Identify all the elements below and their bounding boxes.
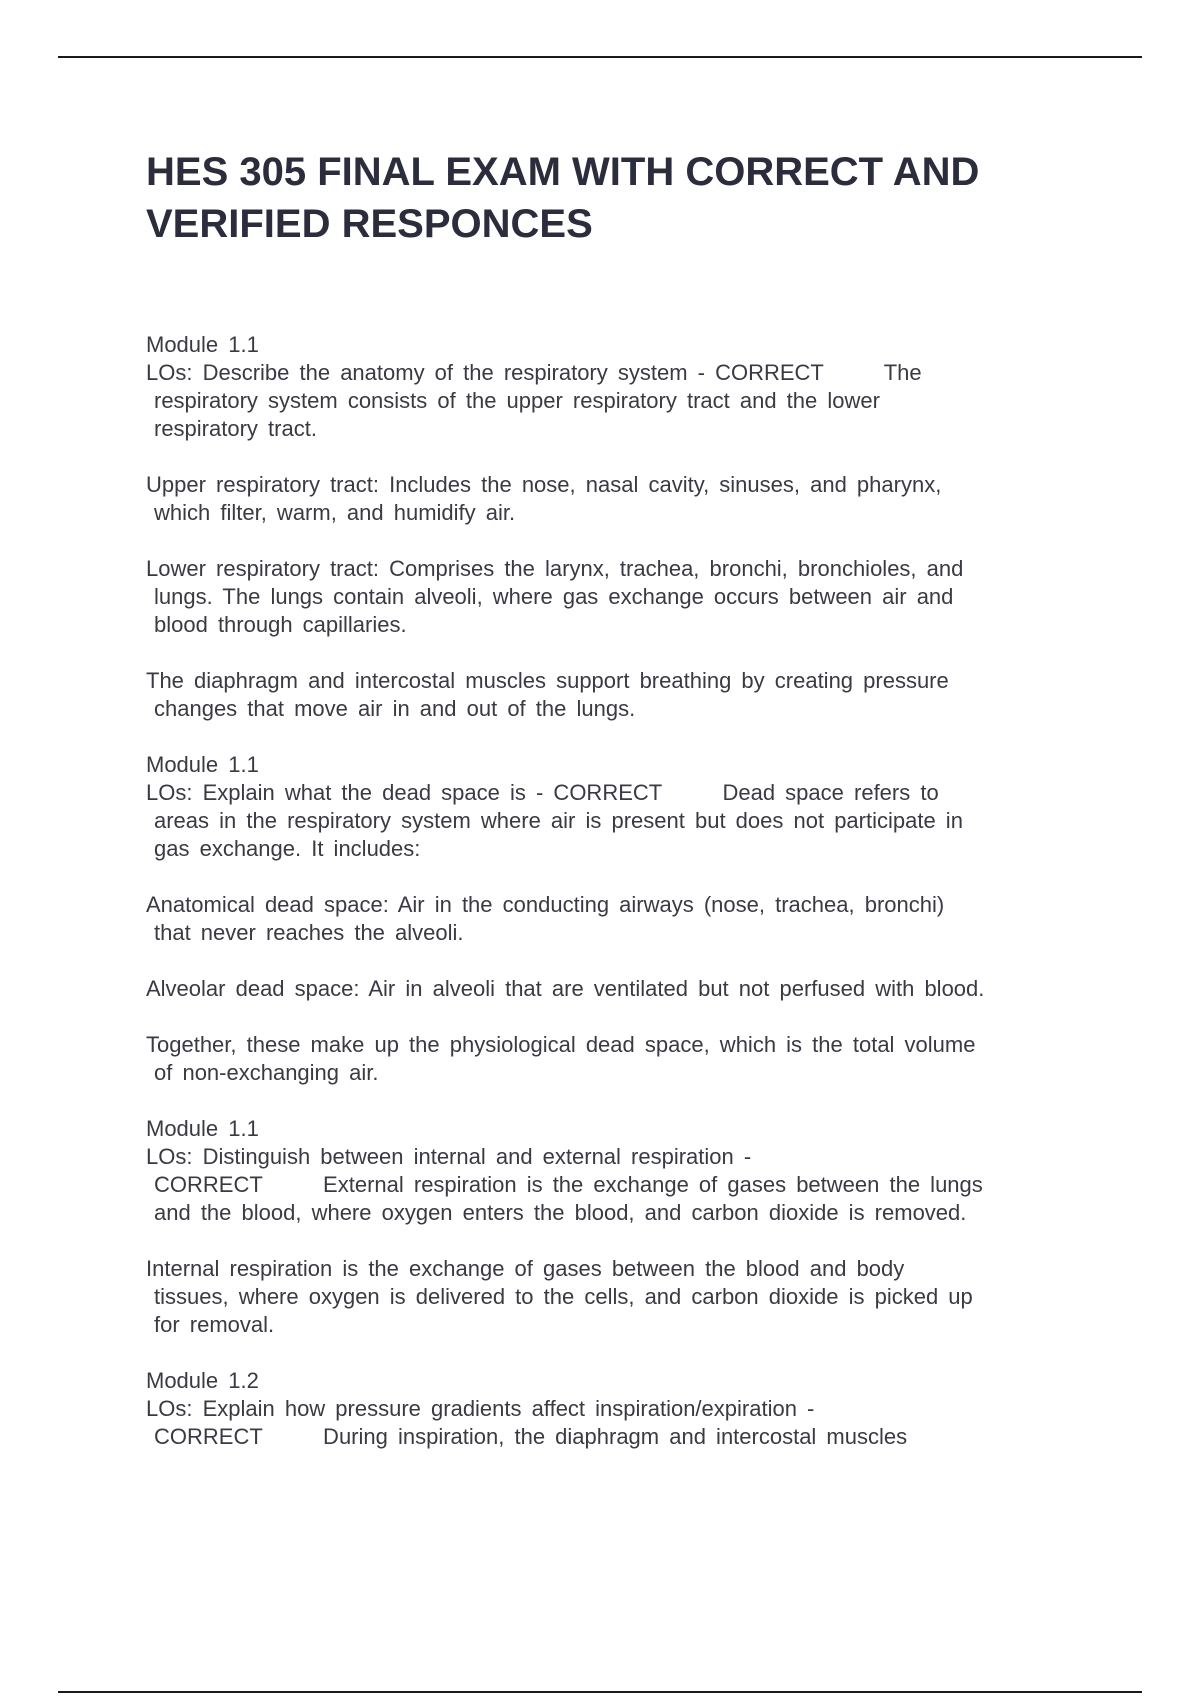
text-line: LOs: Explain how pressure gradients affect inspiration/expiration - (146, 1396, 815, 1421)
title-line-1: HES 305 FINAL EXAM WITH CORRECT AND (146, 150, 980, 194)
answer-paragraph (146, 891, 1106, 947)
bottom-divider (58, 1691, 1142, 1693)
text-line: tissues, where oxygen is delivered to the cells, and carbon dioxide is picked up (154, 1284, 973, 1309)
text-line: areas in the respiratory system where air is present but does not participate in (154, 808, 963, 833)
answer-paragraph (146, 555, 1106, 639)
text-line: Module 1.1 (146, 752, 259, 777)
answer-paragraph (146, 1255, 1106, 1339)
text-line: gas exchange. It includes: (154, 836, 421, 861)
document-title (146, 146, 1106, 250)
text-line: blood through capillaries. (154, 612, 407, 637)
text-line: Alveolar dead space: Air in alveoli that are ventilated but not perfused with blood. (146, 976, 985, 1001)
text-line: which filter, warm, and humidify air. (154, 500, 516, 525)
text-line: Upper respiratory tract: Includes the nose, nasal cavity, sinuses, and pharynx, (146, 472, 942, 497)
text-line: CORRECT During inspiration, the diaphragm and intercostal muscles (154, 1424, 908, 1449)
top-divider (58, 56, 1142, 58)
answer-paragraph (146, 667, 1106, 723)
text-line: Lower respiratory tract: Comprises the larynx, trachea, bronchi, bronchioles, and (146, 556, 964, 581)
text-line: respiratory tract. (154, 416, 317, 441)
text-line: The diaphragm and intercostal muscles support breathing by creating pressure (146, 668, 949, 693)
text-line: Module 1.2 (146, 1368, 259, 1393)
text-line: changes that move air in and out of the lungs. (154, 696, 636, 721)
module-question-block (146, 751, 1106, 863)
module-question-block (146, 331, 1106, 443)
text-line: lungs. The lungs contain alveoli, where gas exchange occurs between air and (154, 584, 954, 609)
text-line: of non-exchanging air. (154, 1060, 379, 1085)
answer-paragraph (146, 471, 1106, 527)
text-line: LOs: Distinguish between internal and external respiration - (146, 1144, 752, 1169)
module-question-block (146, 1367, 1106, 1451)
text-line: that never reaches the alveoli. (154, 920, 464, 945)
answer-paragraph (146, 975, 1106, 1003)
text-line: Anatomical dead space: Air in the conducting airways (nose, trachea, bronchi) (146, 892, 945, 917)
text-line: for removal. (154, 1312, 275, 1337)
text-line: LOs: Explain what the dead space is - CORRECT Dead space refers to (146, 780, 939, 805)
text-line: Module 1.1 (146, 1116, 259, 1141)
text-line: Together, these make up the physiological dead space, which is the total volume (146, 1032, 976, 1057)
text-line: LOs: Describe the anatomy of the respiratory system - CORRECT The (146, 360, 922, 385)
text-line: Module 1.1 (146, 332, 259, 357)
text-line: and the blood, where oxygen enters the blood, and carbon dioxide is removed. (154, 1200, 967, 1225)
title-line-2: VERIFIED RESPONCES (146, 202, 593, 246)
document-body (146, 331, 1106, 1479)
text-line: respiratory system consists of the upper respiratory tract and the lower (154, 388, 880, 413)
text-line: CORRECT External respiration is the exchange of gases between the lungs (154, 1172, 983, 1197)
module-question-block (146, 1115, 1106, 1227)
text-line: Internal respiration is the exchange of gases between the blood and body (146, 1256, 905, 1281)
answer-paragraph (146, 1031, 1106, 1087)
